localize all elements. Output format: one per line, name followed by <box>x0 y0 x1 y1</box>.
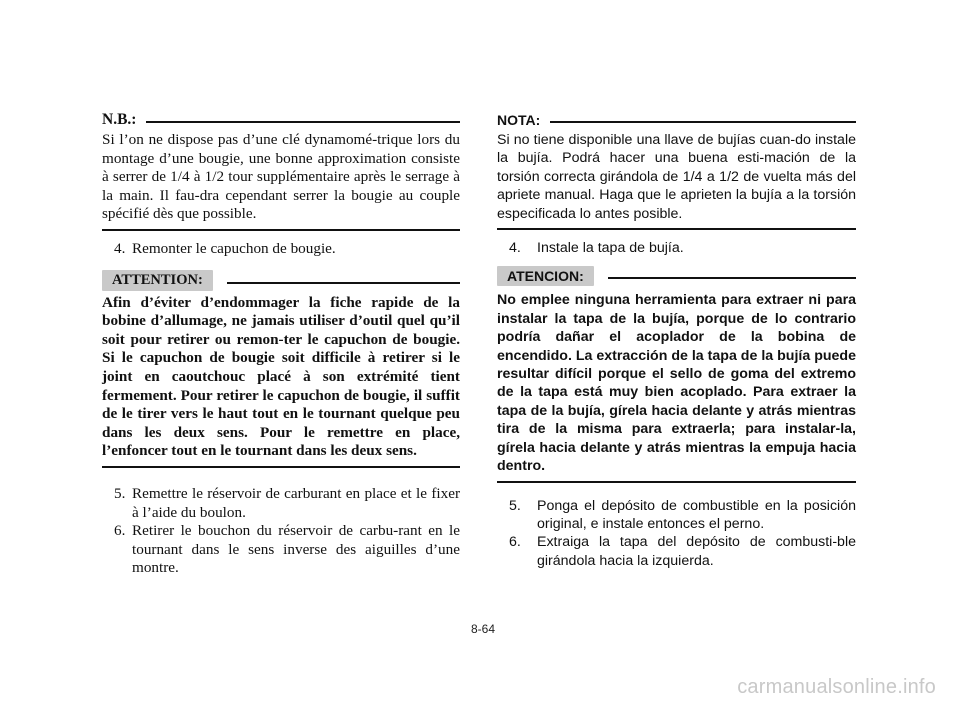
note-text: Si l’on ne dispose pas d’une clé dynamomé-trique lors du montage d’une bougie, une bonne approximation consiste à serrer de 1/4 à 1/2 tour supplémentaire après le serrage à la main. Il fau-dra cependant serrer la bougie au couple spécifié dès que possible. <box>102 131 460 223</box>
note-text: Si no tiene disponible una llave de bujías cuan-do instale la bujía. Podrá hacer una buena esti-mación de la torsión correcta girándola de 1/4 a 1/2 de vuelta más del apriete manual. Haga que le aprieten la bujía a la torsión especificada lo antes posible. <box>497 132 856 222</box>
note-header <box>497 110 856 130</box>
step-5 <box>497 497 856 534</box>
attention-header <box>497 265 856 287</box>
step-6 <box>497 533 856 570</box>
page-number: 8-64 <box>470 622 496 636</box>
attention-header <box>102 270 460 292</box>
attention-badge: ATENCION: <box>497 266 594 286</box>
step-number: 4. <box>509 240 521 257</box>
step-number: 6. <box>509 534 521 551</box>
attention-end-rule <box>102 466 460 468</box>
watermark: carmanualsonline.info <box>737 676 936 698</box>
step-4 <box>497 239 856 257</box>
step-text: Ponga el depósito de combustible en la posición original, e instale entonces el perno. <box>537 497 856 532</box>
step-number: 5. <box>114 484 126 502</box>
attention-text: No emplee ninguna herramienta para extraer ni para instalar la tapa de la bujía, porque de lo contrario podría dañar el acoplador de la bobina de encendido. La extracción de la tapa de la bujía puede resultar difícil porque el sello de goma del extremo de la tapa está muy bien acoplado. Para extraer la tapa de la bujía, gírela hacia delante y atrás mientras tira de la misma para extraerla; para instalar-la, gírela hacia delante y atrás mientras la empuja hacia dentro. <box>497 292 856 475</box>
step-number: 6. <box>114 522 126 540</box>
note-header <box>102 110 460 130</box>
spanish-column <box>497 110 856 570</box>
attention-rule <box>608 277 856 279</box>
note-rule <box>550 121 856 123</box>
attention-text: Afin d’éviter d’endommager la fiche rapide de la bobine d’allumage, ne jamais utiliser d’outil quel qu’il soit pour retirer ou remon-ter le capuchon de bougie. Si le capuchon de bougie soit difficile à retirer si le joint en caoutchouc placé à son extrémité tient fermement. Pour retirer le capuchon de bougie, il suffit de le tirer vers le haut tout en le tournant quelque peu dans les deux sens. Pour le remettre en place, l’enfoncer tout en le tournant dans les deux sens. <box>102 293 460 460</box>
attention-rule <box>227 282 460 284</box>
french-column <box>102 110 460 578</box>
attention-badge: ATTENTION: <box>102 270 213 291</box>
note-end-rule <box>102 229 460 231</box>
note-end-rule <box>497 228 856 230</box>
step-4 <box>102 240 460 259</box>
step-text: Extraiga la tapa del depósito de combusti-ble girándola hacia la izquierda. <box>537 534 856 569</box>
step-text: Retirer le bouchon du réservoir de carbu-rant en le tournant dans le sens inverse des aiguilles d’une montre. <box>132 522 460 577</box>
note-label: N.B.: <box>102 111 137 128</box>
step-5 <box>102 485 460 522</box>
step-number: 5. <box>509 497 521 514</box>
step-text: Remettre le réservoir de carburant en place et le fixer à l’aide du boulon. <box>132 484 460 521</box>
note-label: NOTA: <box>497 112 541 128</box>
step-6 <box>102 522 460 578</box>
step-text: Remonter le capuchon de bougie. <box>132 239 336 257</box>
step-text: Instale la tapa de bujía. <box>537 240 684 257</box>
step-number: 4. <box>114 239 126 257</box>
attention-end-rule <box>497 481 856 483</box>
note-rule <box>146 121 460 123</box>
